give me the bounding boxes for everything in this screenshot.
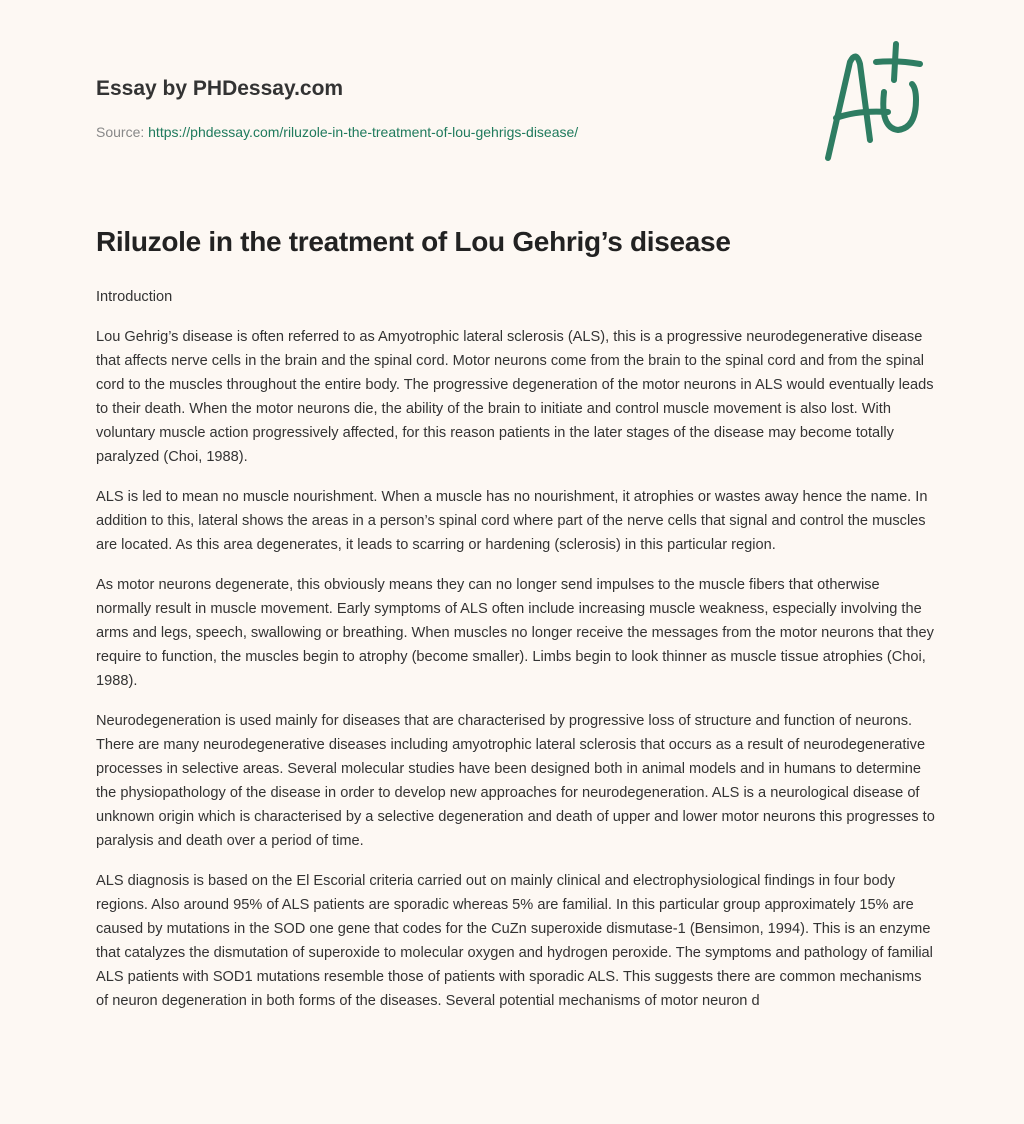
paragraph: As motor neurons degenerate, this obviously means they can no longer send impulses to the muscle fibers that otherwise normally result in muscle movement. Early symptoms of ALS often include increasing muscle weakness, especially involving the arms and legs, speech, swallowing or breathing. When muscles no longer receive the messages from the motor neurons that they require to function, the muscles begin to atrophy (become smaller). Limbs begin to look thinner as muscle tissue atrophies (Choi, 1988).: [96, 577, 934, 689]
paragraph: ALS diagnosis is based on the El Escorial criteria carried out on mainly clinical and electrophysiological findings in four body regions. Also around 95% of ALS patients are sporadic whereas 5% are familial. In this particular group approximately 15% are caused by mutations in the SOD one gene that codes for the CuZn superoxide dismutase-1 (Bensimon, 1994). This is an enzyme that catalyzes the dismutation of superoxide to molecular oxygen and hydrogen peroxide. The symptoms and pathology of familial ALS patients with SOD1 mutations resemble those of patients with sporadic ALS. This suggests there are common mechanisms of neuron degeneration in both forms of the diseases. Several potential mechanisms of motor neuron d: [96, 873, 933, 1009]
article-title: Riluzole in the treatment of Lou Gehrig’s disease: [96, 226, 731, 257]
paragraph: Lou Gehrig’s disease is often referred to as Amyotrophic lateral sclerosis (ALS), this is a progressive neurodegenerative disease that affects nerve cells in the brain and the spinal cord. Motor neurons come from the brain to the spinal cord and from the spinal cord to the muscles throughout the entire body. The progressive degeneration of the motor neurons in ALS would eventually leads to their death. When the motor neurons die, the ability of the brain to initiate and control muscle movement is also lost. With voluntary muscle action progressively affected, for this reason patients in the later stages of the disease may become totally paralyzed (Choi, 1988).: [96, 329, 934, 465]
source-line: [96, 124, 578, 140]
site-brand: Essay by PHDessay.com: [96, 77, 344, 100]
paragraph: ALS is led to mean no muscle nourishment. When a muscle has no nourishment, it atrophies or wastes away hence the name. In addition to this, lateral shows the areas in a person’s spinal cord where part of the nerve cells that signal and control the muscles are located. As this area degenerates, it leads to scarring or hardening (sclerosis) in this particular region.: [96, 489, 928, 553]
source-label: Source:: [96, 124, 145, 140]
article-body: [96, 285, 936, 1029]
a-plus-logo-icon: [818, 40, 928, 165]
paragraph: Neurodegeneration is used mainly for diseases that are characterised by progressive loss of structure and function of neurons. There are many neurodegenerative diseases including amyotrophic lateral sclerosis that occurs as a result of neurodegenerative processes in selective areas. Several molecular studies have been designed both in animal models and in humans to determine the physiopathology of the disease in order to develop new approaches for neurodegeneration. ALS is a neurological disease of unknown origin which is characterised by a selective degeneration and death of upper and lower motor neurons this progresses to paralysis and death over a period of time.: [96, 713, 935, 849]
section-heading: Introduction: [96, 289, 173, 305]
source-link[interactable]: https://phdessay.com/riluzole-in-the-treatment-of-lou-gehrigs-disease/: [148, 124, 579, 140]
